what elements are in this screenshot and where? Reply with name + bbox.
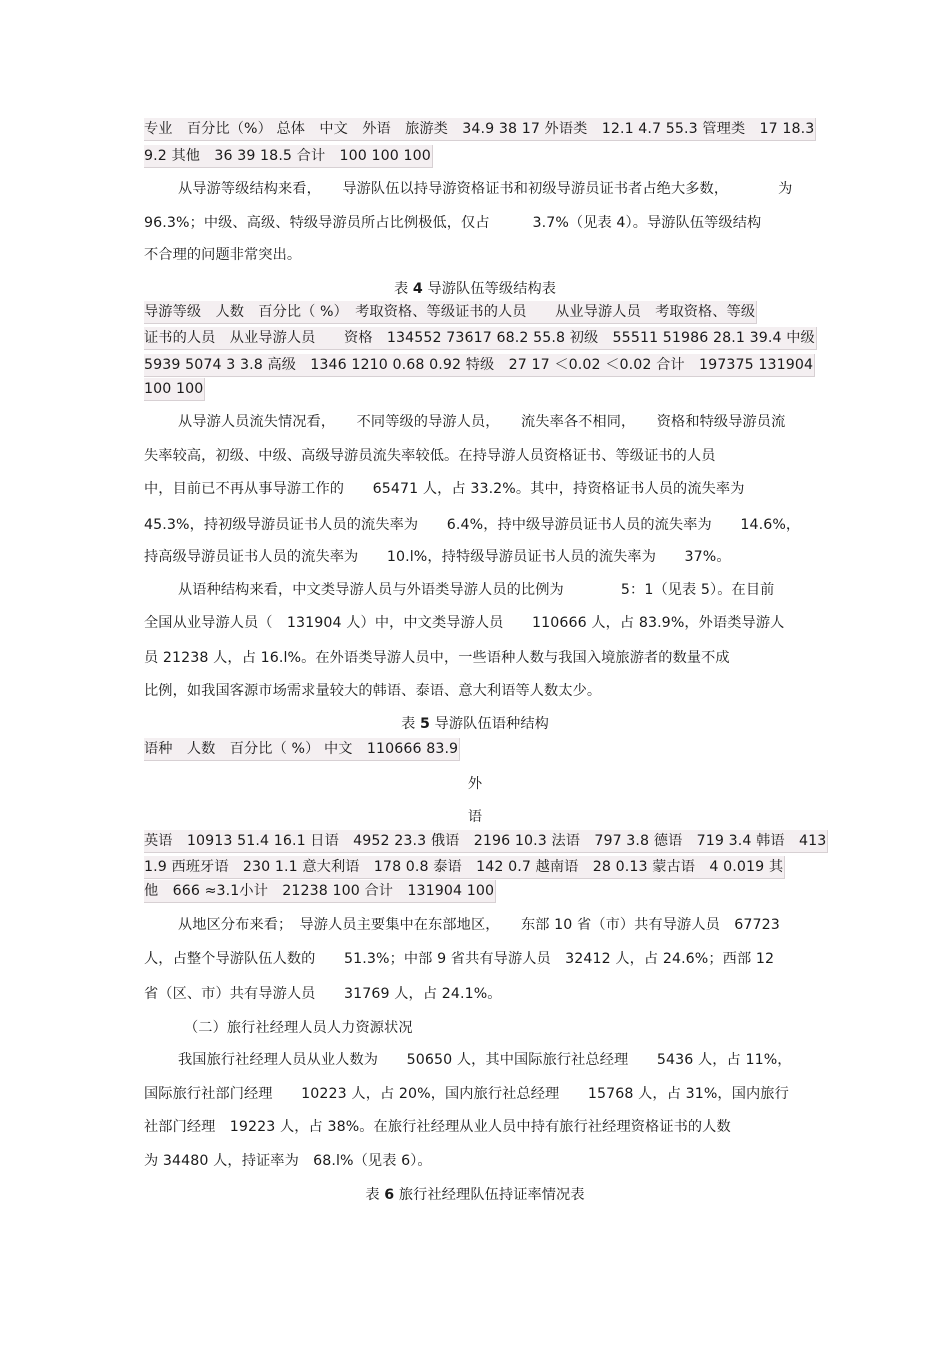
table5-vertical-label: 语	[467, 809, 483, 825]
table4-row: 5939 5074 3 3.8 高级 1346 1210 0.68 0.92 特级 27 17 ＜0.02 ＜0.02 合计 197375 131904	[144, 354, 815, 377]
caption-prefix: 表	[401, 716, 416, 732]
caption-number: 5	[420, 716, 430, 732]
paragraph-line: 失率较高，初级、中级、高级导游员流失率较低。在持导游人员资格证书、等级证书的人员	[144, 448, 716, 464]
paragraph-line: 全国从业导游人员（ 131904 人）中，中文类导游人员 110666 人，占 83.9%，外语类导游人	[144, 615, 785, 631]
table5-vertical-label: 外	[467, 776, 483, 792]
caption-number: 6	[384, 1187, 395, 1203]
table5-row: 他 666 ≈3.1小计 21238 100 合计 131904 100	[144, 880, 496, 903]
caption-title: 导游队伍等级结构表	[427, 281, 557, 297]
caption-prefix: 表	[365, 1187, 380, 1203]
table3-row: 9.2 其他 36 39 18.5 合计 100 100 100	[144, 145, 433, 168]
paragraph-line: 从导游等级结构来看， 导游队伍以持导游资格证书和初级导游员证书者占绝大多数， 为	[178, 181, 793, 197]
paragraph-line: 省（区、市）共有导游人员 31769 人，占 24.1%。	[144, 986, 502, 1002]
caption-prefix: 表	[393, 281, 409, 297]
table4-caption	[0, 278, 950, 300]
paragraph-line: 国际旅行社部门经理 10223 人，占 20%，国内旅行社总经理 15768 人，占 31%，国内旅行	[144, 1086, 789, 1102]
paragraph-line: 96.3%；中级、高级、特级导游员所占比例极低，仅占 3.7%（见表 4）。导游队伍等级结构	[144, 215, 762, 231]
table4-row: 导游等级 人数 百分比（ %） 考取资格、等级证书的人员 从业导游人员 考取资格、等级	[144, 301, 757, 324]
paragraph-line: 人，占整个导游队伍人数的 51.3%；中部 9 省共有导游人员 32412 人，占 24.6%；西部 12	[144, 951, 775, 967]
table6-caption	[0, 1184, 950, 1206]
paragraph-line: 不合理的问题非常突出。	[144, 247, 302, 263]
table5-caption	[0, 713, 950, 735]
paragraph-line: 从语种结构来看，中文类导游人员与外语类导游人员的比例为 5：1（见表 5）。在目前	[178, 582, 775, 598]
paragraph-line: 比例，如我国客源市场需求量较大的韩语、泰语、意大利语等人数太少。	[144, 683, 602, 699]
table4-row: 证书的人员 从业导游人员 资格 134552 73617 68.2 55.8 初级 55511 51986 28.1 39.4 中级	[144, 327, 817, 350]
paragraph-line: 我国旅行社经理人员从业人数为 50650 人，其中国际旅行社总经理 5436 人，占 11%，	[178, 1052, 792, 1068]
caption-number: 4	[412, 281, 423, 297]
paragraph-line: 持高级导游员证书人员的流失率为 10.l%，持特级导游员证书人员的流失率为 37%。	[144, 549, 731, 565]
paragraph-line: 为 34480 人，持证率为 68.l%（见表 6）。	[144, 1153, 432, 1169]
paragraph-line: 从导游人员流失情况看， 不同等级的导游人员， 流失率各不相同， 资格和特级导游员流	[178, 414, 786, 430]
table5-header-row: 语种 人数 百分比（ %） 中文 110666 83.9	[144, 738, 460, 761]
caption-title: 旅行社经理队伍持证率情况表	[398, 1187, 585, 1203]
paragraph-line: 社部门经理 19223 人，占 38%。在旅行社经理从业人员中持有旅行社经理资格证书的人数	[144, 1119, 731, 1135]
paragraph-line: 员 21238 人，占 16.l%。在外语类导游人员中，一些语种人数与我国入境旅游者的数量不成	[144, 650, 730, 666]
paragraph-line: 从地区分布来看； 导游人员主要集中在东部地区， 东部 10 省（市）共有导游人员 67723	[178, 917, 780, 933]
table3-row: 专业 百分比（%） 总体 中文 外语 旅游类 34.9 38 17 外语类 12.1 4.7 55.3 管理类 17 18.3	[144, 118, 816, 141]
paragraph-line: 45.3%，持初级导游员证书人员的流失率为 6.4%，持中级导游员证书人员的流失率为 14.6%，	[144, 517, 801, 533]
table5-row: 英语 10913 51.4 16.1 日语 4952 23.3 俄语 2196 10.3 法语 797 3.8 德语 719 3.4 韩语 413	[144, 830, 828, 853]
paragraph-line: 中，目前已不再从事导游工作的 65471 人，占 33.2%。其中，持资格证书人员的流失率为	[144, 481, 745, 497]
table5-row: 1.9 西班牙语 230 1.1 意大利语 178 0.8 泰语 142 0.7 越南语 28 0.13 蒙古语 4 0.019 其	[144, 856, 785, 879]
table4-row: 100 100	[144, 378, 205, 401]
caption-title: 导游队伍语种结构	[434, 716, 549, 732]
section-heading: （二）旅行社经理人员人力资源状况	[184, 1020, 413, 1036]
